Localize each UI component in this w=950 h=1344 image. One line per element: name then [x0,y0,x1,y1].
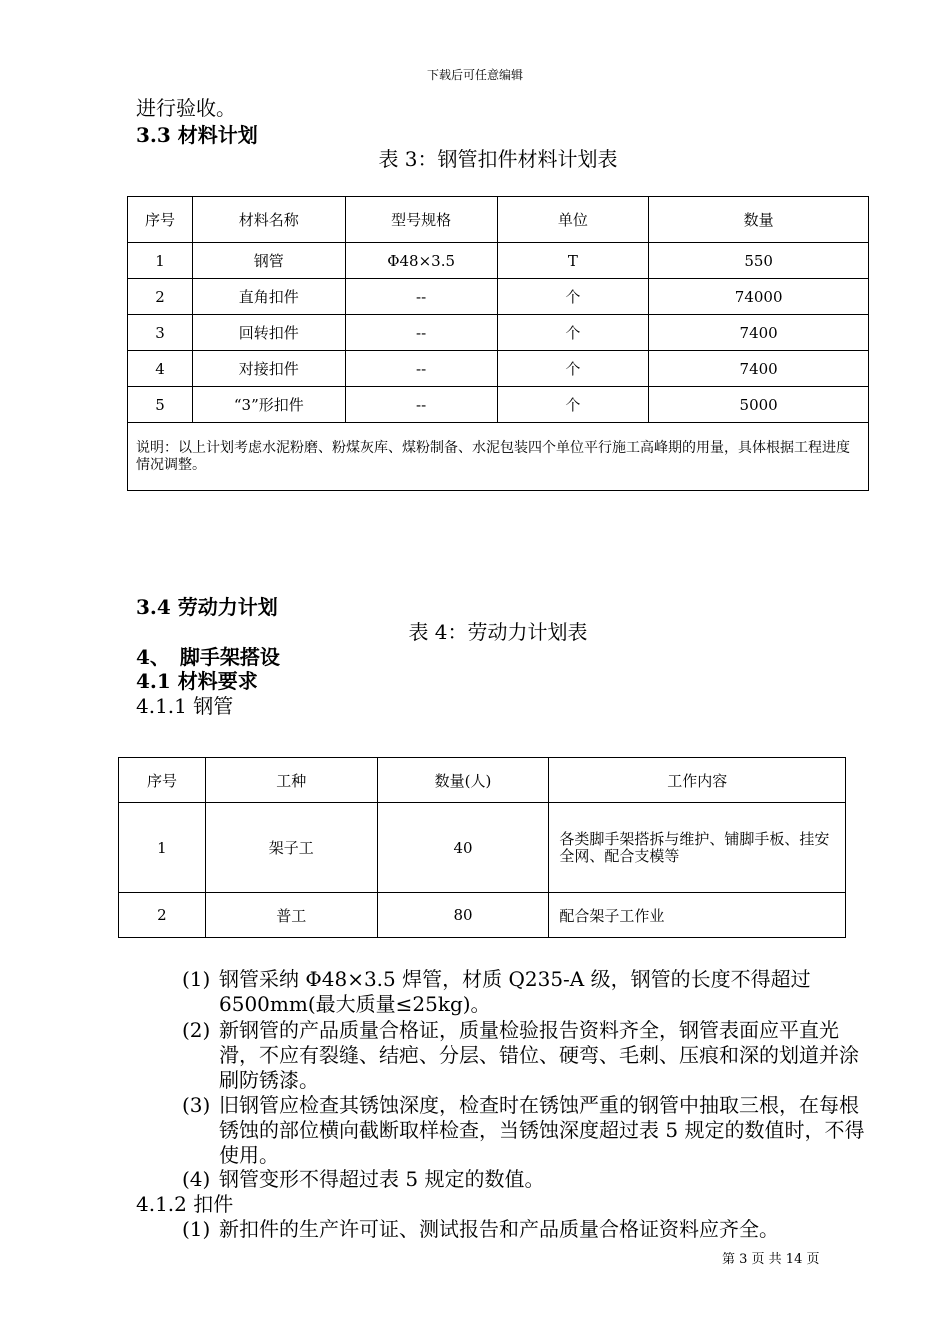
header-cell: 单位 [497,197,649,243]
list-number: (1) [182,967,211,991]
list-number: (4) [182,1167,211,1191]
cell: T [497,243,649,279]
list-item [182,1093,872,1168]
table-row [128,387,869,423]
table4-caption: 表 4：劳动力计划表 [408,620,588,644]
list-item [182,1167,872,1192]
table-header-row [119,758,846,803]
list-number: (1) [182,1217,211,1241]
heading-3-4: 3.4 劳动力计划 [136,595,278,619]
cell: 对接扣件 [192,351,345,387]
page-header: 下载后可任意编辑 [426,68,523,82]
cell: -- [345,315,497,351]
header-cell: 型号规格 [345,197,497,243]
heading-4: 4、 脚手架搭设 [136,645,280,669]
cell: 74000 [649,279,869,315]
header-cell: 工种 [205,758,377,803]
table-row [128,315,869,351]
cell: -- [345,351,497,387]
list-text: 新扣件的生产许可证、测试报告和产品质量合格证资料应齐全。 [219,1217,779,1241]
header-cell: 数量 [649,197,869,243]
table-row [119,893,846,938]
table-row [128,351,869,387]
cell: 4 [128,351,193,387]
cell: 架子工 [205,803,377,893]
cell: 1 [128,243,193,279]
cell: -- [345,387,497,423]
cell: 2 [128,279,193,315]
table-row [119,803,846,893]
cell: “3”形扣件 [192,387,345,423]
cell: 钢管 [192,243,345,279]
list-text: 旧钢管应检查其锈蚀深度，检查时在锈蚀严重的钢管中抽取三根，在每根锈蚀的部位横向截断取样检查，当锈蚀深度超过表 5 规定的数值时，不得使用。 [219,1093,865,1167]
table-header-row [128,197,869,243]
cell: 个 [497,315,649,351]
list-text: 钢管变形不得超过表 5 规定的数值。 [219,1167,545,1191]
cell: 1 [119,803,206,893]
cell: 直角扣件 [192,279,345,315]
header-cell: 数量(人) [377,758,549,803]
material-plan-table [127,196,869,491]
cell: 配合架子工作业 [549,893,846,938]
paragraph-acceptance: 进行验收。 [136,96,236,120]
table-note: 说明：以上计划考虑水泥粉磨、粉煤灰库、煤粉制备、水泥包装四个单位平行施工高峰期的用量，具体根据工程进度情况调整。 [128,423,869,491]
list-item [182,967,872,1017]
cell: -- [345,279,497,315]
cell: 个 [497,387,649,423]
cell: 550 [649,243,869,279]
header-cell: 序号 [128,197,193,243]
labor-plan-table [118,757,846,938]
heading-4-1-2: 4.1.2 扣件 [136,1192,234,1216]
cell: 回转扣件 [192,315,345,351]
heading-4-1: 4.1 材料要求 [136,669,258,693]
cell: 普工 [205,893,377,938]
cell: 40 [377,803,549,893]
table-row [128,279,869,315]
table3-caption: 表 3：钢管扣件材料计划表 [378,147,618,171]
cell: 7400 [649,315,869,351]
page-footer: 第 3 页 共 14 页 [722,1252,820,1267]
list-number: (3) [182,1093,211,1117]
heading-3-3: 3.3 材料计划 [136,123,258,147]
cell: 各类脚手架搭拆与维护、铺脚手板、挂安全网、配合支模等 [549,803,846,893]
header-cell: 材料名称 [192,197,345,243]
list-item [182,1217,872,1242]
table-note-row [128,423,869,491]
header-cell: 序号 [119,758,206,803]
table-row [128,243,869,279]
cell: 7400 [649,351,869,387]
list-item [182,1018,872,1093]
cell: 个 [497,351,649,387]
cell: 5000 [649,387,869,423]
header-cell: 工作内容 [549,758,846,803]
cell: 个 [497,279,649,315]
heading-4-1-1: 4.1.1 钢管 [136,694,234,718]
list-number: (2) [182,1018,211,1042]
list-text: 钢管采纳 Φ48×3.5 焊管，材质 Q235-A 级，钢管的长度不得超过6500mm(最大质量≤25kg)。 [219,967,811,1016]
cell: 3 [128,315,193,351]
cell: Φ48×3.5 [345,243,497,279]
cell: 80 [377,893,549,938]
cell: 5 [128,387,193,423]
list-text: 新钢管的产品质量合格证，质量检验报告资料齐全，钢管表面应平直光滑，不应有裂缝、结疤、分层、错位、硬弯、毛刺、压痕和深的划道并涂刷防锈漆。 [219,1018,859,1092]
cell: 2 [119,893,206,938]
